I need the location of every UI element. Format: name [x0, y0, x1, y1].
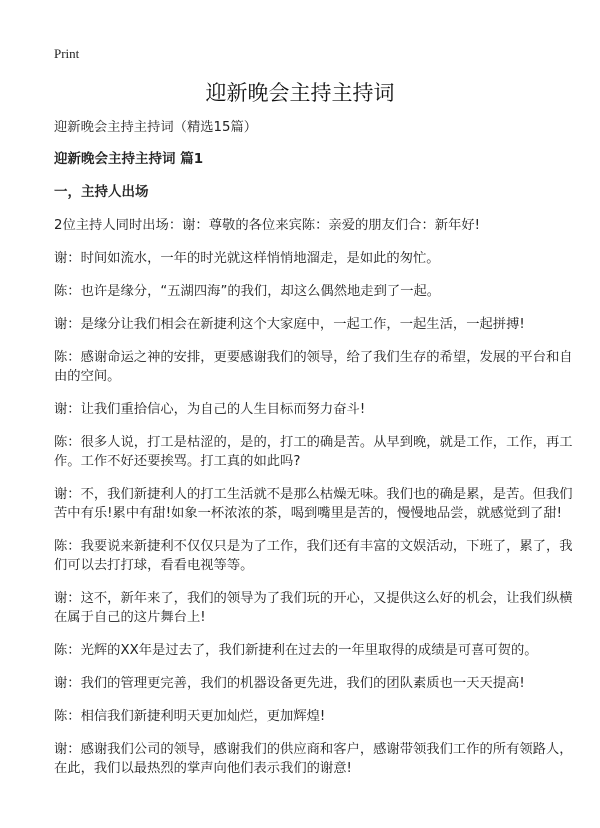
- print-label[interactable]: Print: [54, 46, 80, 61]
- paragraph: 陈：我要说来新捷利不仅仅只是为了工作，我们还有丰富的文娱活动，下班了，累了，我们可以去打打球，看看电视等等。: [54, 539, 573, 573]
- paragraph: 陈：光辉的XX年是过去了，我们新捷利在过去的一年里取得的成绩是可喜可贺的。: [54, 643, 538, 658]
- paragraph: 谢：让我们重拾信心，为自己的人生目标而努力奋斗!: [54, 402, 366, 417]
- paragraph: 陈：感谢命运之神的安排，更要感谢我们的领导，给了我们生存的希望，发展的平台和自由的空间。: [54, 350, 573, 384]
- paragraph: 谢：感谢我们公司的领导，感谢我们的供应商和客户，感谢带领我们工作的所有领路人，在此，我们以最热烈的掌声向他们表示我们的谢意!: [54, 742, 573, 776]
- part-heading: 一，主持人出场: [54, 184, 149, 200]
- document-subtitle: 迎新晚会主持主持词（精选15篇）: [54, 120, 258, 135]
- paragraph: 谢：是缘分让我们相会在新捷利这个大家庭中，一起工作，一起生活，一起拼搏!: [54, 317, 525, 332]
- document-body: [54, 118, 574, 792]
- paragraph: 谢：时间如流水，一年的时光就这样悄悄地溜走，是如此的匆忙。: [54, 251, 440, 266]
- paragraph: 陈：很多人说，打工是枯涩的，是的，打工的确是苦。从早到晚，就是工作，工作，再工作。工作不好还要挨骂。打工真的如此吗?: [54, 435, 573, 469]
- paragraph: 陈：相信我们新捷利明天更加灿烂，更加辉煌!: [54, 709, 326, 724]
- section-heading: 迎新晚会主持主持词 篇1: [54, 151, 204, 167]
- paragraph: 谢：不，我们新捷利人的打工生活就不是那么枯燥无味。我们也的确是累，是苦。但我们苦中有乐!累中有甜!如象一杯浓浓的茶，喝到嘴里是苦的，慢慢地品尝，就感觉到了甜!: [54, 487, 573, 521]
- paragraph: 谢：我们的管理更完善，我们的机器设备更先进，我们的团队素质也一天天提高!: [54, 676, 525, 691]
- paragraph: 谢：这不，新年来了，我们的领导为了我们玩的开心，又提供这么好的机会，让我们纵横在属于自己的这片舞台上!: [54, 591, 573, 625]
- page-title: 迎新晚会主持主持词: [205, 81, 395, 105]
- paragraph: 2位主持人同时出场：谢：尊敬的各位来宾陈：亲爱的朋友们合：新年好!: [54, 218, 480, 233]
- paragraph: 陈：也许是缘分，“五湖四海”的我们，却这么偶然地走到了一起。: [54, 284, 441, 299]
